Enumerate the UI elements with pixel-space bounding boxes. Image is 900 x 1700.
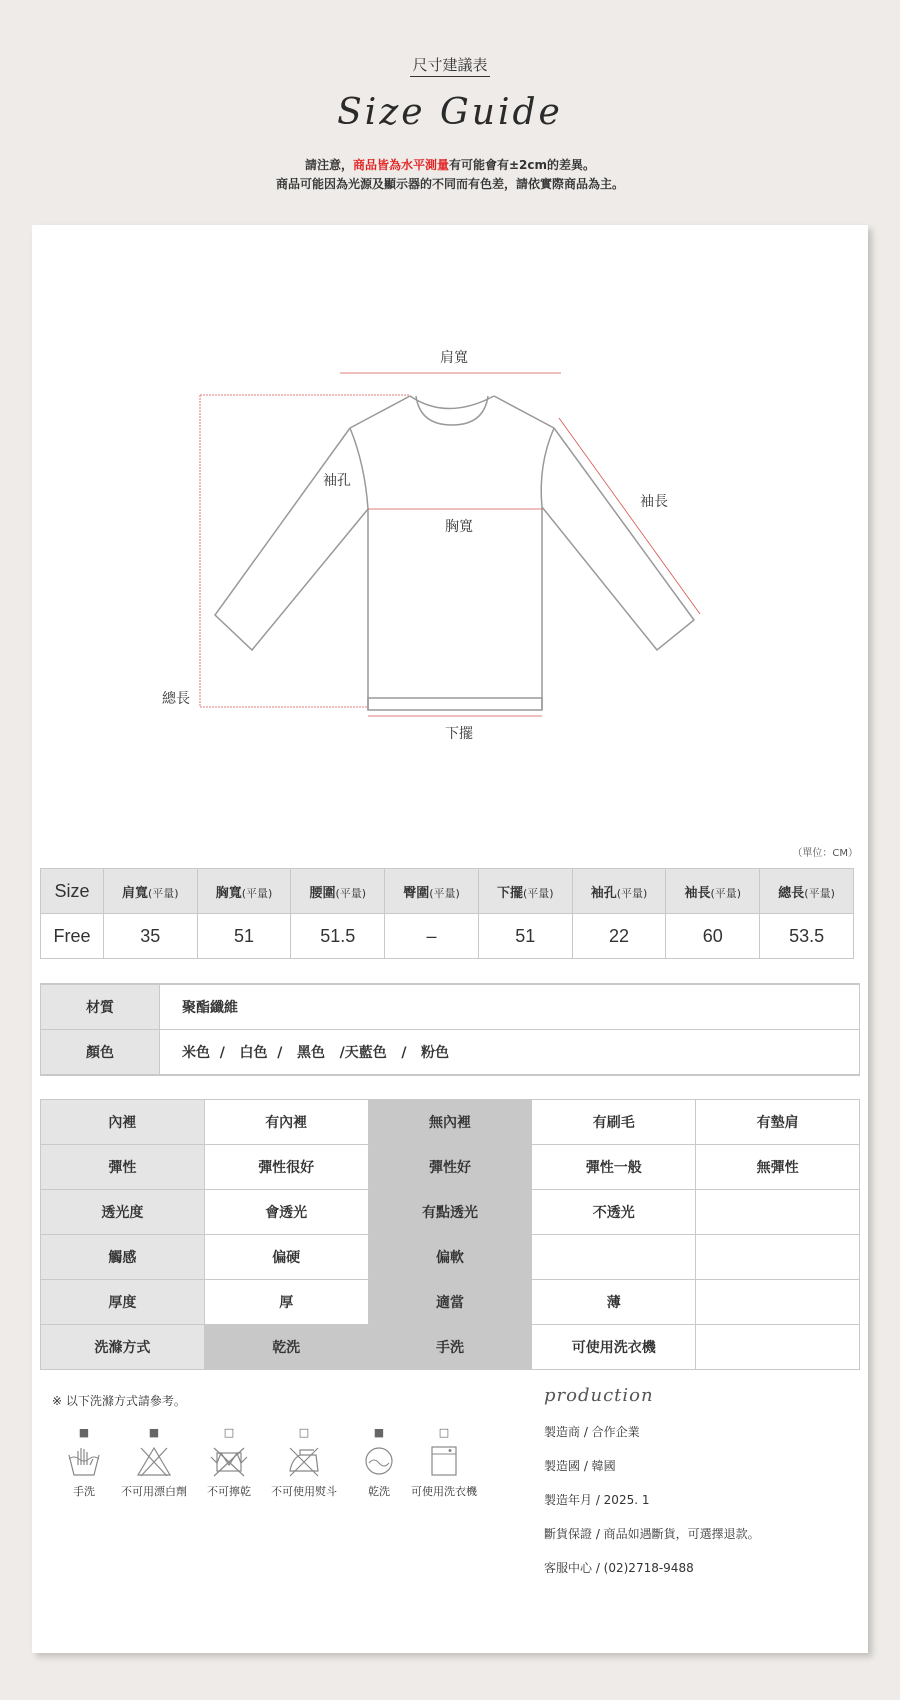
production-line: 製造年月 / 2025. 1 (544, 1493, 650, 1507)
size-header-cell: 袖孔(平量) (572, 869, 666, 914)
property-cell (696, 1190, 860, 1235)
production-line: 客服中心 / (02)2718-9488 (544, 1561, 694, 1575)
size-header-cell: 臀圍(平量) (385, 869, 479, 914)
dry-clean-icon (361, 1445, 397, 1477)
property-cell-selected: 乾洗 (204, 1325, 368, 1370)
notice-highlight: 商品皆為水平測量 (352, 158, 449, 172)
size-guide-card (32, 225, 868, 1653)
property-row (41, 1100, 860, 1145)
property-row (41, 1190, 860, 1235)
wash-mark: □ (438, 1426, 450, 1439)
label-armhole: 袖孔 (323, 473, 351, 489)
size-cell: 35 (103, 914, 197, 959)
property-cell (696, 1325, 860, 1370)
wash-item-no-iron (264, 1423, 344, 1499)
wash-note: ※ 以下洗滌方式請參考。 (52, 1394, 186, 1408)
production-line: 製造商 / 合作企業 (544, 1425, 640, 1439)
material-label: 材質 (41, 984, 160, 1030)
wash-item-no-bleach (114, 1423, 194, 1499)
wash-item-hand-wash (44, 1423, 124, 1499)
page-title: Size Guide (337, 92, 563, 133)
property-cell: 彈性很好 (204, 1145, 368, 1190)
label-shoulder: 肩寬 (440, 350, 468, 366)
property-cell: 不透光 (532, 1190, 696, 1235)
no-iron-icon (286, 1445, 322, 1477)
production-info (544, 1385, 864, 1592)
size-cell: 22 (572, 914, 666, 959)
shirt-outline (215, 396, 694, 710)
production-line: 製造國 / 韓國 (544, 1459, 616, 1473)
property-table (40, 1099, 860, 1370)
size-header-cell: 下擺(平量) (478, 869, 572, 914)
property-cell-selected: 偏軟 (368, 1235, 532, 1280)
property-cell-selected: 有點透光 (368, 1190, 532, 1235)
property-row (41, 1280, 860, 1325)
production-title: production (544, 1385, 654, 1406)
label-length: 總長 (162, 691, 190, 707)
property-cell: 彈性一般 (532, 1145, 696, 1190)
washing-machine-icon (426, 1445, 462, 1477)
unit-note: （單位：CM） (792, 848, 858, 859)
property-label: 彈性 (41, 1145, 205, 1190)
label-chest: 胸寬 (445, 519, 473, 535)
property-label: 厚度 (41, 1280, 205, 1325)
wash-label: 不可用漂白劑 (121, 1485, 187, 1498)
property-cell-selected: 手洗 (368, 1325, 532, 1370)
property-cell: 偏硬 (204, 1235, 368, 1280)
wash-mark: □ (223, 1426, 235, 1439)
size-header-cell: Size (41, 869, 104, 914)
property-cell: 會透光 (204, 1190, 368, 1235)
property-cell (532, 1235, 696, 1280)
color-row (41, 1030, 860, 1076)
size-header-cell: 總長(平量) (760, 869, 854, 914)
property-cell: 有內裡 (204, 1100, 368, 1145)
size-table (40, 868, 854, 959)
size-header-cell: 袖長(平量) (666, 869, 760, 914)
size-cell: Free (41, 914, 104, 959)
wash-mark: ■ (78, 1426, 90, 1439)
wash-label: 不可使用熨斗 (271, 1485, 337, 1498)
page-subtitle: 尺寸建議表 (0, 54, 900, 75)
property-row (41, 1145, 860, 1190)
size-table-header (41, 869, 854, 914)
property-cell-selected: 無內裡 (368, 1100, 532, 1145)
property-row (41, 1325, 860, 1370)
wash-item-no-wring (189, 1423, 269, 1499)
wash-label: 不可擰乾 (207, 1485, 251, 1498)
no-wring-icon (209, 1445, 249, 1477)
property-label: 觸感 (41, 1235, 205, 1280)
color-label: 顏色 (41, 1030, 160, 1076)
wash-item-washing-machine (404, 1423, 484, 1499)
property-cell: 可使用洗衣機 (532, 1325, 696, 1370)
size-cell: – (385, 914, 479, 959)
property-cell: 有刷毛 (532, 1100, 696, 1145)
wash-icons (44, 1423, 477, 1523)
size-cell: 60 (666, 914, 760, 959)
hand-wash-icon (66, 1445, 102, 1477)
material-row (41, 984, 860, 1030)
property-cell: 無彈性 (696, 1145, 860, 1190)
property-cell (696, 1280, 860, 1325)
size-cell: 51.5 (291, 914, 385, 959)
property-cell: 薄 (532, 1280, 696, 1325)
material-value: 聚酯纖維 (160, 984, 860, 1030)
wash-mark: □ (298, 1426, 310, 1439)
wash-mark: ■ (148, 1426, 160, 1439)
property-label: 內裡 (41, 1100, 205, 1145)
property-cell: 有墊肩 (696, 1100, 860, 1145)
size-cell: 53.5 (760, 914, 854, 959)
color-value: 米色 / 白色 / 黑色 /天藍色 / 粉色 (160, 1030, 860, 1076)
production-line: 斷貨保證 / 商品如遇斷貨，可選擇退款。 (544, 1527, 760, 1541)
property-label: 洗滌方式 (41, 1325, 205, 1370)
property-row (41, 1235, 860, 1280)
wash-label: 乾洗 (368, 1485, 390, 1498)
wash-label: 手洗 (73, 1485, 95, 1498)
wash-mark: ■ (373, 1426, 385, 1439)
garment-diagram (32, 225, 868, 845)
size-table-row (41, 914, 854, 959)
property-cell: 厚 (204, 1280, 368, 1325)
notice: 請注意，商品皆為水平測量有可能會有±2cm的差異。 商品可能因為光源及顯示器的不同而有色差，請依實際商品為主。 (275, 158, 624, 191)
property-cell-selected: 適當 (368, 1280, 532, 1325)
size-header-cell: 腰圍(平量) (291, 869, 385, 914)
property-label: 透光度 (41, 1190, 205, 1235)
sleeve-line (559, 418, 700, 614)
property-cell-selected: 彈性好 (368, 1145, 532, 1190)
no-bleach-icon (136, 1445, 172, 1477)
size-cell: 51 (478, 914, 572, 959)
material-table (40, 983, 860, 1076)
size-cell: 51 (197, 914, 291, 959)
size-header-cell: 肩寬(平量) (103, 869, 197, 914)
label-hem: 下擺 (445, 726, 473, 742)
property-cell (696, 1235, 860, 1280)
size-header-cell: 胸寬(平量) (197, 869, 291, 914)
wash-label: 可使用洗衣機 (411, 1485, 477, 1498)
label-sleeve: 袖長 (640, 494, 668, 510)
